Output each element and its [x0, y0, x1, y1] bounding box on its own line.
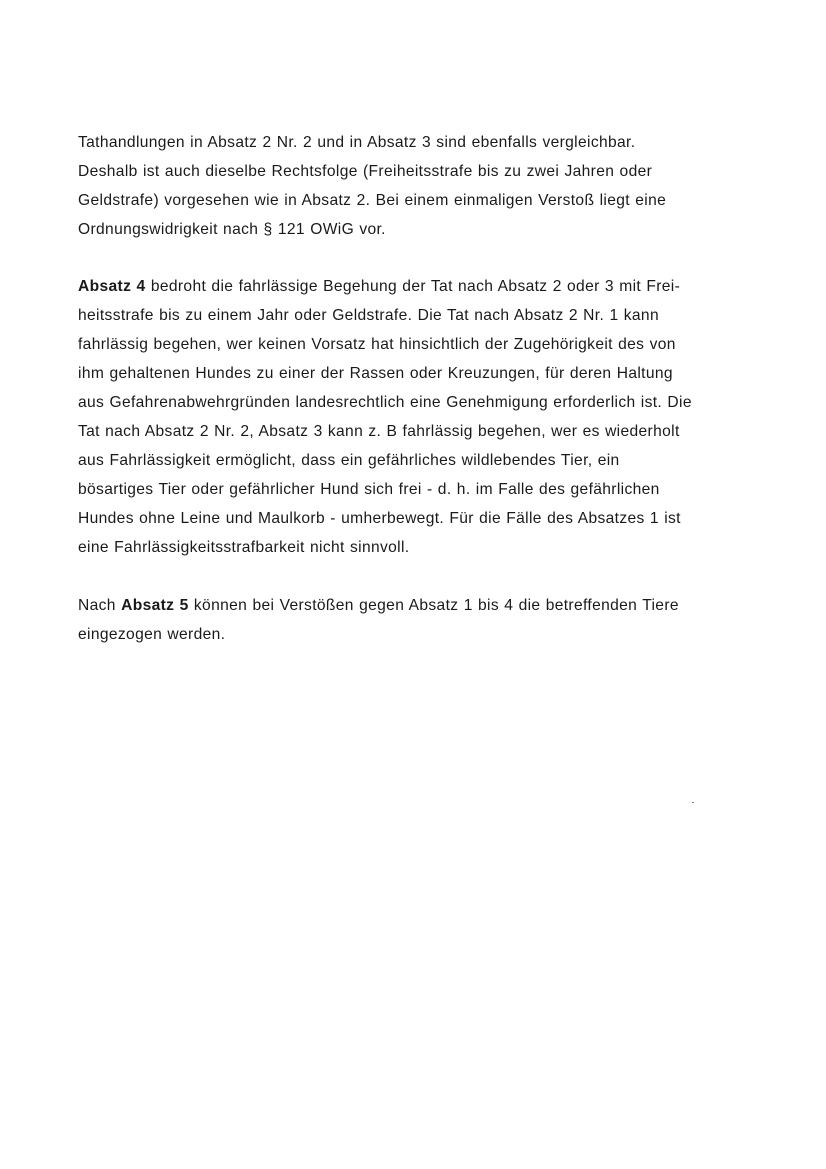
paragraph-1-line-4: Ordnungswidrigkeit nach § 121 OWiG vor. [78, 221, 386, 238]
paragraph-3-line-1-text: können bei Verstößen gegen Absatz 1 bis 4 die betreffenden Tiere [188, 597, 679, 614]
section-ref-absatz-4: Absatz 4 [78, 278, 146, 295]
paragraph-2-line-1-text: bedroht die fahrlässige Begehung der Tat nach Absatz 2 oder 3 mit Frei- [145, 278, 681, 295]
paragraph-2-line-9: Hundes ohne Leine und Maulkorb - umherbewegt. Für die Fälle des Absatzes 1 ist [78, 510, 681, 527]
paragraph-1-line-3: Geldstrafe) vorgesehen wie in Absatz 2. Bei einem einmaligen Verstoß liegt eine [78, 192, 667, 209]
paragraph-1-line-1: Tathandlungen in Absatz 2 Nr. 2 und in Absatz 3 sind ebenfalls vergleichbar. [78, 134, 636, 151]
paragraph-2-line-2: heitsstrafe bis zu einem Jahr oder Geldstrafe. Die Tat nach Absatz 2 Nr. 1 kann [78, 307, 659, 324]
paragraph-3-line-2: eingezogen werden. [78, 626, 226, 643]
paragraph-2-line-6: Tat nach Absatz 2 Nr. 2, Absatz 3 kann z. B fahrlässig begehen, wer es wiederholt [78, 423, 680, 440]
paragraph-2-line-7: aus Fahrlässigkeit ermöglicht, dass ein gefährliches wildlebendes Tier, ein [78, 452, 620, 469]
paragraph-2-line-8: bösartiges Tier oder gefährlicher Hund sich frei - d. h. im Falle des gefährlichen [78, 481, 660, 498]
paragraph-2-line-3: fahrlässig begehen, wer keinen Vorsatz hat hinsichtlich der Zugehörigkeit des von [78, 336, 676, 353]
paragraph-2-line-5: aus Gefahrenabwehrgründen landesrechtlich eine Genehmigung erforderlich ist. Die [78, 394, 692, 411]
paragraph-2-line-10: eine Fahrlässigkeitsstrafbarkeit nicht sinnvoll. [78, 539, 410, 556]
scan-speck [692, 802, 694, 803]
paragraph-3-line-1 [78, 596, 679, 616]
paragraph-1-line-2: Deshalb ist auch dieselbe Rechtsfolge (Freiheitsstrafe bis zu zwei Jahren oder [78, 163, 653, 180]
section-ref-absatz-5: Absatz 5 [121, 597, 189, 614]
paragraph-2-line-4: ihm gehaltenen Hundes zu einer der Rassen oder Kreuzungen, für deren Haltung [78, 365, 673, 382]
paragraph-2-line-1 [78, 277, 680, 297]
paragraph-3-line-1-lead: Nach [78, 597, 122, 614]
